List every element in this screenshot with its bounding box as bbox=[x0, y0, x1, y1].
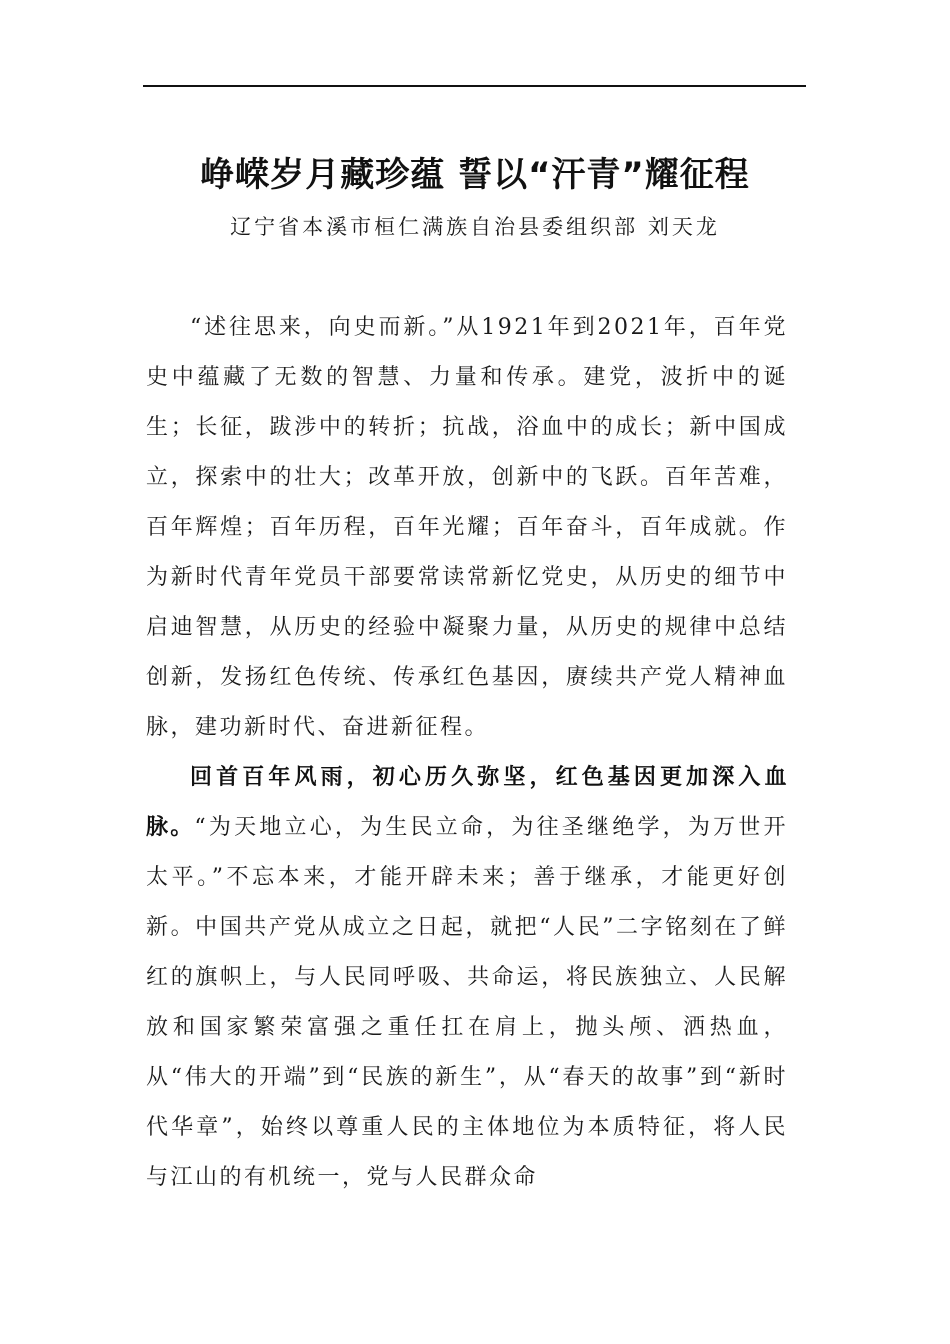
body-paragraph-2 bbox=[146, 753, 788, 1203]
paragraph-text: “述往思来，向史而新。”从1921年到2021年，百年党史中蕴藏了无数的智慧、力量和传承。建党，波折中的诞生；长征，跋涉中的转折；抗战，浴血中的成长；新中国成立，探索中的壮大；改革开放，创新中的飞跃。百年苦难，百年辉煌；百年历程，百年光耀；百年奋斗，百年成就。作为新时代青年党员干部要常读常新忆党史，从历史的细节中启迪智慧，从历史的经验中凝聚力量，从历史的规律中总结创新，发扬红色传统、传承红色基因，赓续共产党人精神血脉，建功新时代、奋进新征程。 bbox=[146, 315, 788, 740]
article-title: 峥嵘岁月藏珍蕴 誓以“汗青”耀征程 bbox=[200, 155, 750, 195]
paragraph-lead: 回首百年风雨，初心历久弥坚，红色基因更加深入血脉。 bbox=[146, 765, 788, 840]
body-paragraph-1 bbox=[146, 303, 788, 753]
header-rule bbox=[143, 85, 806, 87]
article-body bbox=[146, 303, 788, 1203]
author-byline: 辽宁省本溪市桓仁满族自治县委组织部 刘天龙 bbox=[230, 215, 720, 239]
paragraph-text: “为天地立心，为生民立命，为往圣继绝学，为万世开太平。”不忘本来，才能开辟未来；善于继承，才能更好创新。中国共产党从成立之日起，就把“人民”二字铭刻在了鲜红的旗帜上，与人民同呼吸、共命运，将民族独立、人民解放和国家繁荣富强之重任扛在肩上，抛头颅、洒热血，从“伟大的开端”到“民族的新生”，从“春天的故事”到“新时代华章”，始终以尊重人民的主体地位为本质特征，将人民与江山的有机统一，党与人民群众命 bbox=[146, 815, 788, 1190]
